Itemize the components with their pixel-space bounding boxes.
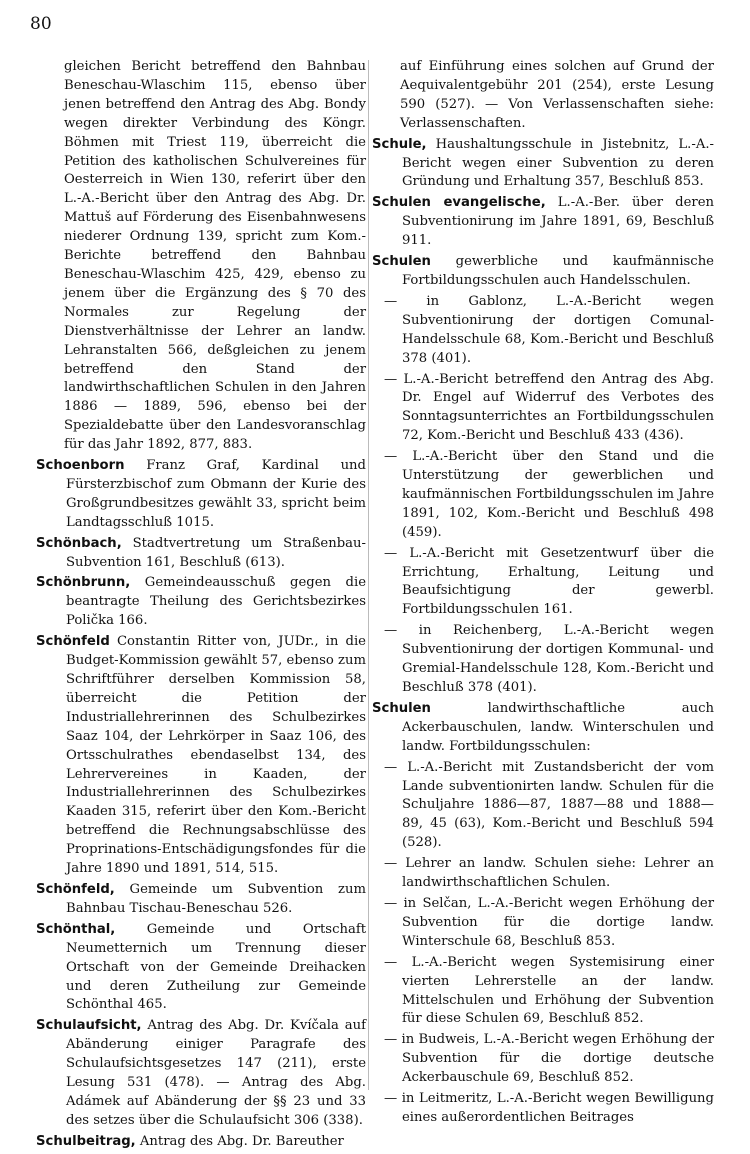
index-continuation bbox=[372, 58, 714, 134]
index-entry bbox=[36, 921, 366, 1016]
entry-keyword: Schulaufsicht, bbox=[36, 1018, 142, 1034]
entry-text: — L.-A.-Bericht über den Stand und die Unterstützung der gewerblichen und kaufmännischen Fortbildungsschulen im Jahre 1891, 102, Kom.-Bericht und Beschluß 498 (459). bbox=[384, 449, 714, 540]
index-entry bbox=[372, 700, 714, 757]
entry-text: — L.-A.-Bericht mit Gesetzentwurf über die Errichtung, Erhaltung, Leitung und Beaufsichtigung der gewerbl. Fortbildungsschulen 161. bbox=[384, 545, 714, 618]
index-entry bbox=[36, 574, 366, 631]
index-subentry bbox=[372, 954, 714, 1030]
entry-text: — in Leitmeritz, L.-A.-Bericht wegen Bewilligung eines außerordentlichen Beitrages bbox=[384, 1091, 714, 1125]
index-entry bbox=[36, 457, 366, 533]
entry-keyword: Schönfeld, bbox=[36, 881, 115, 897]
entry-text: Haushaltungsschule in Jistebnitz, L.-A.-Bericht wegen einer Subvention zu deren Gründung und Erhaltung 357, Beschluß 853. bbox=[402, 136, 714, 190]
index-subentry bbox=[372, 895, 714, 952]
index-subentry bbox=[372, 545, 714, 621]
entry-text: Antrag des Abg. Dr. Kvíčala auf Abänderung einiger Paragrafe des Schulaufsichtsgesetzes 147 (211), erste Lesung 531 (478). — Antrag des Abg. Adámek auf Abänderung der §§ 23 und 33 des setzes über die Schulaufsicht 306 (338). bbox=[66, 1018, 366, 1128]
index-entry bbox=[36, 881, 366, 919]
entry-text: — L.-A.-Bericht wegen Systemisirung einer vierten Lehrerstelle an der landw. Mittelschulen und Erhöhung der Subvention für diese Schulen 69, Beschluß 852. bbox=[384, 954, 714, 1027]
entry-text: Franz Graf, Kardinal und Fürsterzbischof zum Obmann der Kurie des Großgrundbesitzes gewählt 33, spricht beim Landtagsschluß 1015. bbox=[66, 458, 366, 530]
index-column-right bbox=[372, 58, 714, 1130]
entry-keyword: Schönbrunn, bbox=[36, 575, 131, 591]
entry-text: — L.-A.-Bericht betreffend den Antrag des Abg. Dr. Engel auf Widerruf des Verbotes des Sonntagsunterrichtes an Fortbildungsschulen 72, Kom.-Bericht und Beschluß 433 (436). bbox=[384, 371, 714, 444]
index-subentry bbox=[372, 759, 714, 854]
entry-keyword: Schulbeitrag, bbox=[36, 1133, 136, 1149]
entry-text: — L.-A.-Bericht mit Zustandsbericht der vom Lande subventionirten landw. Schulen für die Schuljahre 1886—87, 1887—88 und 1888—89, 45 (63), Kom.-Bericht und Beschluß 594 (528). bbox=[384, 759, 714, 851]
entry-text: Constantin Ritter von, JUDr., in die Budget-Kommission gewählt 57, ebenso zum Schriftführer derselben Kommission 58, überreicht die Petition der Industriallehrerinnen des Schulbezirkes Saaz 104, der Lehrkörper in Saaz 106, des Ortsschulrathes ebendaselbst 134, des Lehrervereines in Kaaden, der Industriallehrerinnen des Schulbezirkes Kaaden 315, referirt über den Kom.-Bericht betreffend die Rechnungsabschlüsse des Proprinations-Entschädigungsfondes für die Jahre 1890 und 1891, 514, 515. bbox=[66, 634, 366, 877]
index-continuation bbox=[36, 58, 366, 455]
entry-text: Stadtvertretung um Straßenbau-Subvention 161, Beschluß (613). bbox=[66, 535, 366, 570]
entry-text: — in Selčan, L.-A.-Bericht wegen Erhöhung der Subvention für die dortige landw. Winterschule 68, Beschluß 853. bbox=[384, 895, 714, 949]
index-entry bbox=[372, 136, 714, 193]
entry-text: — in Reichenberg, L.-A.-Bericht wegen Subventionirung der dortigen Kommunal- und Gremial-Handelsschule 128, Kom.-Bericht und Beschluß 378 (401). bbox=[384, 623, 714, 695]
entry-keyword: Schoenborn bbox=[36, 458, 125, 474]
index-subentry bbox=[372, 1090, 714, 1128]
entry-keyword: Schönfeld bbox=[36, 634, 110, 650]
entry-keyword: Schönbach, bbox=[36, 535, 122, 551]
index-subentry bbox=[372, 1031, 714, 1088]
entry-keyword: Schule, bbox=[372, 136, 427, 152]
entry-text: auf Einführung eines solchen auf Grund der Aequivalentgebühr 201 (254), erste Lesung 590 (527). — Von Verlassenschaften siehe: Verlassenschaften. bbox=[400, 59, 714, 131]
entry-text: Gemeinde und Ortschaft Neumetternich um Trennung dieser Ortschaft von der Gemeinde Dreihacken und deren Zutheilung zur Gemeinde Schönthal 465. bbox=[66, 921, 366, 1013]
entry-text: Gemeinde um Subvention zum Bahnbau Tischau-Beneschau 526. bbox=[66, 881, 366, 916]
index-subentry bbox=[372, 293, 714, 369]
entry-text: Gemeindeausschuß gegen die beantragte Theilung des Gerichtsbezirkes Polička 166. bbox=[66, 575, 366, 629]
entry-text: — in Budweis, L.-A.-Bericht wegen Erhöhung der Subvention für die dortige deutsche Ackerbauschule 69, Beschluß 852. bbox=[384, 1032, 714, 1086]
entry-text: Antrag des Abg. Dr. Bareuther bbox=[135, 1133, 344, 1149]
column-divider bbox=[368, 60, 369, 1090]
index-entry bbox=[36, 1133, 366, 1152]
index-subentry bbox=[372, 855, 714, 893]
index-entry bbox=[36, 633, 366, 879]
index-column-left bbox=[36, 58, 366, 1154]
index-subentry bbox=[372, 371, 714, 447]
index-subentry bbox=[372, 448, 714, 543]
index-entry bbox=[372, 253, 714, 291]
entry-text: landwirthschaftliche auch Ackerbauschulen, landw. Winterschulen und landw. Fortbildungsschulen: bbox=[402, 700, 714, 754]
index-entry bbox=[372, 194, 714, 251]
entry-text: — Lehrer an landw. Schulen siehe: Lehrer an landwirthschaftlichen Schulen. bbox=[384, 856, 714, 891]
entry-text: — in Gablonz, L.-A.-Bericht wegen Subventionirung der dortigen Comunal-Handelsschule 68, Kom.-Bericht und Beschluß 378 (401). bbox=[384, 293, 714, 366]
entry-text: gewerbliche und kaufmännische Fortbildungsschulen auch Handelsschulen. bbox=[402, 254, 714, 288]
entry-text: gleichen Bericht betreffend den Bahnbau Beneschau-Wlaschim 115, ebenso über jenen betreffend den Antrag des Abg. Bondy wegen direkter Verbindung des Köngr. Böhmen mit Triest 119, überreicht die Petition des katholischen Schulvereines für Oesterreich in Wien 130, referirt über den L.-A.-Bericht über den Antrag des Abg. Dr. Mattuš auf Förderung des Eisenbahnwesens niederer Ordnung 139, spricht zum Kom.-Berichte betreffend den Bahnbau Beneschau-Wlaschim 425, 429, ebenso zu jenem über die Ergänzung des § 70 des Normales zur Regelung der Dienstverhältnisse der Lehrer an landw. Lehranstalten 566, deßgleichen zu jenem betreffend den Stand der landwirthschaftlichen Schulen in den Jahren 1886 — 1889, 596, ebenso bei der Spezialdebatte über den Landesvoranschlag für das Jahr 1892, 877, 883. bbox=[64, 59, 366, 453]
index-subentry bbox=[372, 622, 714, 698]
entry-keyword: Schulen bbox=[372, 254, 431, 270]
index-entry bbox=[36, 1017, 366, 1130]
entry-keyword: Schönthal, bbox=[36, 921, 116, 937]
entry-keyword: Schulen bbox=[372, 700, 431, 716]
page-number: 80 bbox=[30, 14, 52, 34]
entry-text: L.-A.-Ber. über deren Subventionirung im Jahre 1891, 69, Beschluß 911. bbox=[402, 195, 714, 249]
index-entry bbox=[36, 535, 366, 573]
entry-keyword: Schulen evangelische, bbox=[372, 195, 546, 211]
